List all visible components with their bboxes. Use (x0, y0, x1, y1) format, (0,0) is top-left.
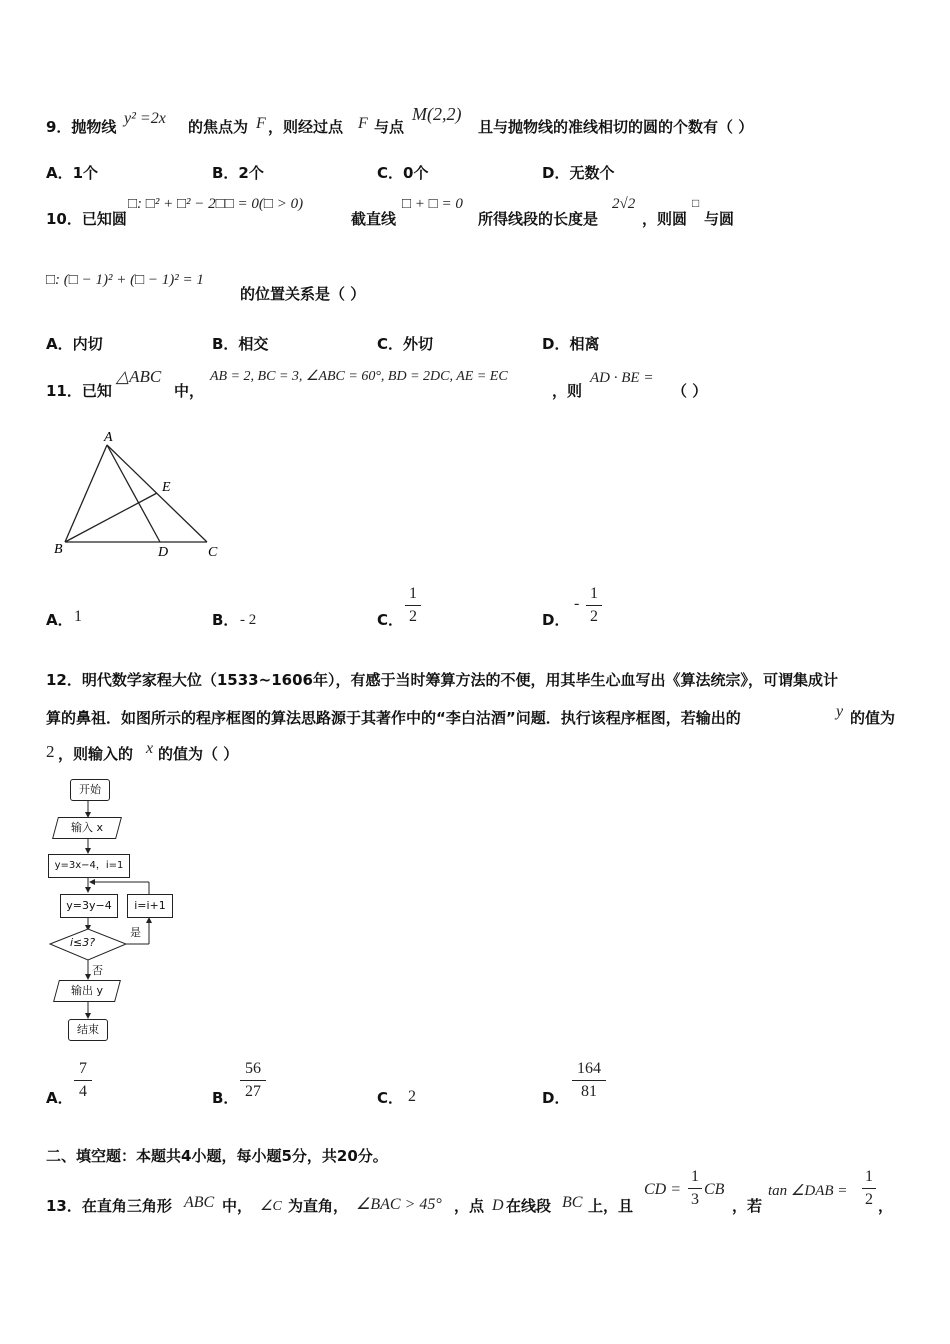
fraction-numerator: 1 (590, 585, 598, 602)
q12-option-c-label: C． (377, 1089, 404, 1107)
flowchart-condition: i≤3? (70, 936, 96, 949)
q13-text-1: 中， (222, 1197, 253, 1215)
q13-cd-left: CD = (644, 1181, 682, 1198)
q10-option-d: D．相离 (542, 335, 600, 353)
q13-tan-fraction (862, 1168, 876, 1209)
q11-option-d-sign: - (574, 595, 580, 612)
flowchart-input-label: 输入 x (70, 821, 103, 834)
q9-focus-f: F (256, 115, 266, 132)
flowchart-update-y: y=3y−4 (60, 894, 118, 918)
flowchart-init: y=3x−4，i=1 (48, 854, 130, 878)
q10-option-c: C．外切 (377, 335, 434, 353)
q13-text-7: ， (878, 1197, 894, 1215)
q10-chord-length: 2√2 (612, 196, 636, 212)
q12-option-b-label: B． (212, 1089, 239, 1107)
q13-text-5: 上，且 (588, 1197, 634, 1215)
q12-option-a-fraction (74, 1060, 92, 1101)
q11-dot-product: AD · BE = (590, 370, 654, 386)
q10-option-a: A．内切 (46, 335, 103, 353)
q11-conditions: AB = 2, BC = 3, ∠ABC = 60°, BD = 2DC, AE = EC (210, 369, 508, 384)
q11-option-c-label: C． (377, 611, 404, 629)
q11-triangle-figure (50, 425, 230, 565)
fraction-bar (862, 1188, 876, 1189)
q10-circle-symbol: □ (692, 196, 700, 210)
flowchart-start: 开始 (70, 779, 110, 801)
flowchart-yes: 是 (130, 926, 141, 939)
fraction-bar (586, 605, 602, 606)
q11-option-d-label: D． (542, 611, 570, 629)
q10-text-1: 截直线 (351, 210, 397, 228)
flowchart-update-i: i=i+1 (127, 894, 173, 918)
q12-option-c-value: 2 (408, 1088, 416, 1105)
q13-segment-bc: BC (562, 1194, 583, 1211)
q10-text-5: 的位置关系是（ ） (240, 285, 366, 303)
q13-cd-right: CB (704, 1181, 725, 1198)
label-e: E (162, 480, 171, 495)
q11-text-3: （ ） (672, 382, 708, 400)
fraction-bar (688, 1188, 702, 1189)
q9-text-3: 与点 (374, 118, 405, 136)
q12-y-variable: y (836, 703, 844, 720)
q10-number: 10．已知圆 (46, 210, 127, 228)
fraction-numerator: 1 (409, 585, 417, 602)
fraction-numerator: 164 (577, 1060, 601, 1077)
q11-option-d-fraction (586, 585, 602, 626)
q9-text-4: 且与抛物线的准线相切的圆的个数有（ ） (478, 118, 754, 136)
q13-text-6: ，若 (732, 1197, 763, 1215)
q10-circle-m-equation: □: □² + □² − 2□□ = 0(□ > 0) (128, 196, 304, 212)
fraction-numerator: 1 (691, 1168, 699, 1185)
q9-option-a: A．1个 (46, 164, 99, 182)
fraction-bar (572, 1080, 606, 1081)
flowchart-input (52, 817, 122, 839)
q11-option-b-label: B． (212, 611, 239, 629)
q11-triangle: △ABC (116, 367, 162, 386)
q10-circle-n-equation: □: (□ − 1)² + (□ − 1)² = 1 (46, 272, 204, 288)
q13-tan-left: tan ∠DAB = (768, 1183, 848, 1199)
q12-option-d-label: D． (542, 1089, 570, 1107)
fraction-denominator: 27 (245, 1083, 261, 1100)
q12-option-d-fraction (572, 1060, 606, 1101)
flowchart-no: 否 (92, 964, 103, 977)
fraction-denominator: 2 (590, 608, 598, 625)
q11-number: 11．已知 (46, 382, 112, 400)
q9-point-f: F (358, 115, 368, 132)
q10-option-b: B．相交 (212, 335, 269, 353)
q9-option-d: D．无数个 (542, 164, 615, 182)
q12-line-3b: 的值为（ ） (158, 745, 239, 763)
q10-line-equation: □ + □ = 0 (402, 196, 463, 212)
q9-text-2: ，则经过点 (268, 118, 344, 136)
q13-triangle-abc: ABC (184, 1194, 215, 1211)
q9-option-c: C．0个 (377, 164, 429, 182)
q12-option-a-label: A． (46, 1089, 73, 1107)
fraction-denominator: 3 (691, 1191, 699, 1208)
fraction-denominator: 2 (409, 608, 417, 625)
q13-text-3: ，点 (454, 1197, 485, 1215)
segment-be (65, 493, 157, 542)
q12-x-variable: x (146, 740, 154, 757)
q13-angle-c: ∠C (260, 1199, 282, 1214)
flowchart-output-label: 输出 y (70, 984, 103, 997)
fraction-denominator: 81 (581, 1083, 597, 1100)
q12-output-value: 2 (46, 742, 55, 761)
q13-text-4: 在线段 (506, 1197, 552, 1215)
label-b: B (54, 542, 63, 557)
q12-line-2a: 算的鼻祖．如图所示的程序框图的算法思路源于其著作中的“李白沽酒”问题．执行该程序框图，若输出的 (46, 709, 741, 727)
fraction-bar (74, 1080, 92, 1081)
q11-text-1: 中， (174, 382, 205, 400)
flowchart-end: 结束 (68, 1019, 108, 1041)
q11-option-b-value: - 2 (240, 612, 257, 628)
fraction-bar (405, 605, 421, 606)
q12-line-1: 12．明代数学家程大位（1533~1606年），有感于当时筹算方法的不便，用其毕生心血写出《算法统宗》，可谓集成计 (46, 671, 838, 689)
q12-line-3a: ，则输入的 (58, 745, 134, 763)
q11-option-a-label: A． (46, 611, 73, 629)
fraction-numerator: 1 (865, 1168, 873, 1185)
q10-text-4: 与圆 (704, 210, 735, 228)
q9-parabola-equation: y² =2x (124, 110, 166, 127)
q13-point-d: D (492, 1197, 504, 1214)
q10-text-2: 所得线段的长度是 (478, 210, 599, 228)
q9-option-b: B．2个 (212, 164, 264, 182)
q11-text-2: ，则 (552, 382, 583, 400)
q10-text-3: ，则圆 (642, 210, 688, 228)
segment-ad (107, 445, 160, 542)
section-2-heading: 二、填空题：本题共4小题，每小题5分，共20分。 (46, 1147, 388, 1165)
q13-cd-fraction (688, 1168, 702, 1209)
fraction-numerator: 7 (79, 1060, 87, 1077)
q11-option-a-value: 1 (74, 608, 82, 625)
fraction-denominator: 4 (79, 1083, 87, 1100)
q12-option-b-fraction (240, 1060, 266, 1101)
flowchart-output (53, 980, 121, 1002)
label-d: D (158, 545, 169, 560)
q9-number: 9．抛物线 (46, 118, 117, 136)
fraction-bar (240, 1080, 266, 1081)
label-c: C (208, 545, 218, 560)
q9-text-1: 的焦点为 (188, 118, 249, 136)
fraction-numerator: 56 (245, 1060, 261, 1077)
q13-angle-bac: ∠BAC > 45° (356, 1196, 442, 1213)
q13-text-2: 为直角， (288, 1197, 349, 1215)
fraction-denominator: 2 (865, 1191, 873, 1208)
edge-ab (65, 445, 107, 542)
q12-line-2b: 的值为 (850, 709, 896, 727)
label-a: A (104, 430, 113, 445)
q13-number: 13．在直角三角形 (46, 1197, 172, 1215)
q11-option-c-fraction (405, 585, 421, 626)
q9-point-m: M(2,2) (412, 104, 462, 124)
